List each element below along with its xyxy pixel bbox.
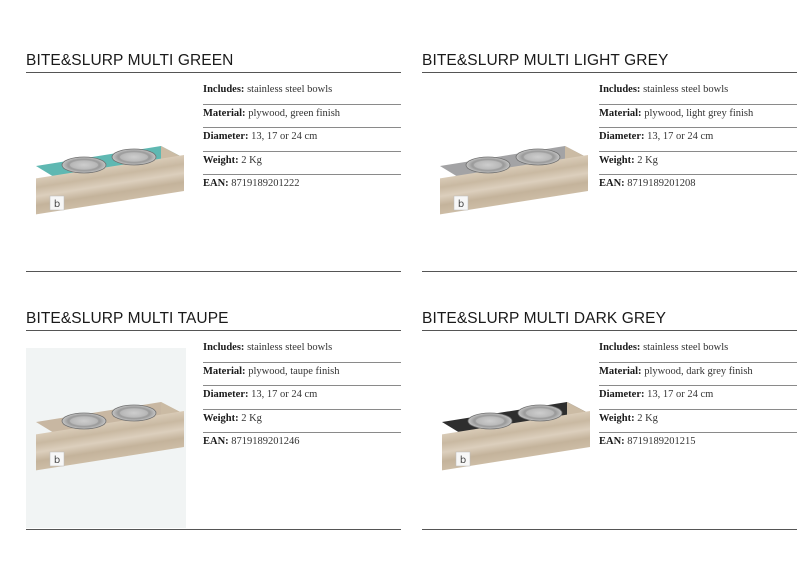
spec-weight: Weight: 2 Kg	[599, 152, 797, 176]
spec-list	[203, 81, 401, 199]
product-title: BITE&SLURP MULTI GREEN	[26, 52, 234, 69]
bowl-left-inner	[70, 161, 98, 170]
logo-glyph: b	[53, 199, 61, 210]
product-title: BITE&SLURP MULTI TAUPE	[26, 310, 229, 327]
product-image	[432, 394, 592, 494]
spec-diameter: Diameter: 13, 17 or 24 cm	[203, 128, 401, 152]
spec-material: Material: plywood, green finish	[203, 105, 401, 129]
logo-glyph: b	[457, 199, 465, 210]
logo-glyph: b	[459, 455, 467, 466]
product-image	[26, 138, 186, 238]
title-divider	[422, 72, 797, 73]
product-image	[26, 394, 186, 494]
feeder-illustration	[26, 394, 186, 494]
card-bottom-rule	[26, 271, 401, 272]
spec-ean: EAN: 8719189201246	[203, 436, 300, 447]
spec-includes: Includes: stainless steel bowls	[203, 81, 401, 105]
title-divider	[26, 330, 401, 331]
spec-ean: EAN: 8719189201222	[203, 178, 300, 189]
bowl-left-inner	[474, 161, 502, 170]
spec-weight: Weight: 2 Kg	[203, 410, 401, 434]
spec-material: Material: plywood, dark grey finish	[599, 363, 797, 387]
bowl-right-inner	[120, 153, 148, 162]
product-card-taupe	[26, 310, 401, 532]
spec-weight: Weight: 2 Kg	[203, 152, 401, 176]
feeder-illustration	[430, 138, 590, 238]
spec-diameter: Diameter: 13, 17 or 24 cm	[599, 128, 797, 152]
logo-glyph: b	[53, 455, 61, 466]
bowl-left-inner	[70, 417, 98, 426]
spec-includes: Includes: stainless steel bowls	[599, 81, 797, 105]
spec-material: Material: plywood, taupe finish	[203, 363, 401, 387]
bowl-right-inner	[526, 409, 554, 418]
product-card-light-grey	[422, 52, 797, 272]
spec-ean: EAN: 8719189201208	[599, 178, 696, 189]
spec-list	[599, 339, 797, 457]
spec-weight: Weight: 2 Kg	[599, 410, 797, 434]
product-image	[430, 138, 590, 238]
bowl-right-inner	[120, 409, 148, 418]
title-divider	[26, 72, 401, 73]
bowl-left-inner	[476, 417, 504, 426]
spec-ean: EAN: 8719189201215	[599, 436, 696, 447]
title-divider	[422, 330, 797, 331]
card-bottom-rule	[26, 529, 401, 530]
spec-diameter: Diameter: 13, 17 or 24 cm	[599, 386, 797, 410]
feeder-illustration	[26, 138, 186, 238]
spec-material: Material: plywood, light grey finish	[599, 105, 797, 129]
spec-diameter: Diameter: 13, 17 or 24 cm	[203, 386, 401, 410]
spec-includes: Includes: stainless steel bowls	[203, 339, 401, 363]
product-title: BITE&SLURP MULTI LIGHT GREY	[422, 52, 669, 69]
spec-list	[599, 81, 797, 199]
bowl-right-inner	[524, 153, 552, 162]
product-card-green	[26, 52, 401, 272]
spec-includes: Includes: stainless steel bowls	[599, 339, 797, 363]
card-bottom-rule	[422, 271, 797, 272]
card-bottom-rule	[422, 529, 797, 530]
spec-list	[203, 339, 401, 457]
product-title: BITE&SLURP MULTI DARK GREY	[422, 310, 667, 327]
feeder-illustration	[432, 394, 592, 494]
product-card-dark-grey	[422, 310, 797, 532]
